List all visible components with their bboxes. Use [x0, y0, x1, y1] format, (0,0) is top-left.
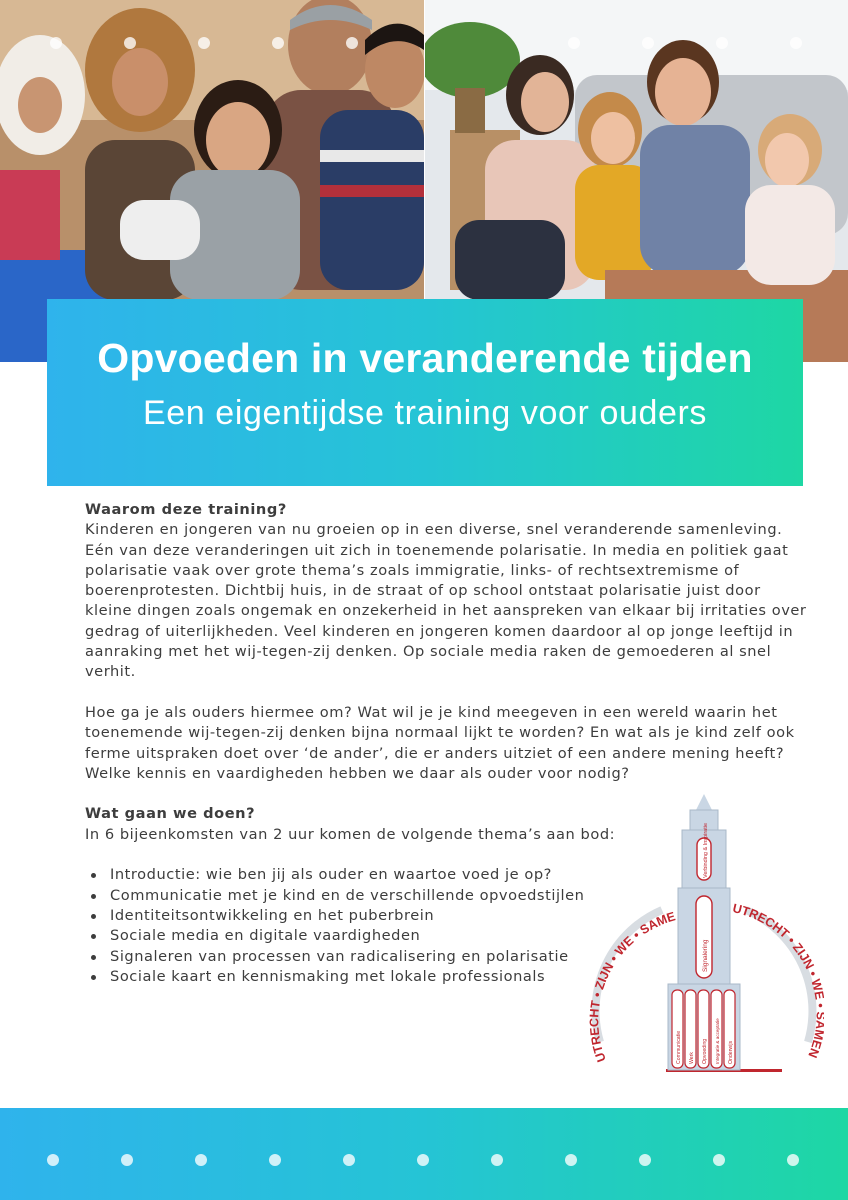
- logo-tower-label-column: Opvoeding: [702, 1038, 708, 1064]
- footer-band: [0, 1108, 848, 1200]
- footer-dots: [0, 1154, 848, 1174]
- decorative-dot: [568, 37, 580, 49]
- title-banner: [47, 299, 803, 486]
- decorative-dot: [124, 37, 136, 49]
- utrecht-zijn-we-samen-logo: [584, 792, 824, 1082]
- list-item: Identiteitsontwikkeling en het puberbrein: [85, 906, 810, 926]
- list-item: Sociale kaart en kennismaking met lokale professionals: [85, 967, 810, 987]
- logo-tower-label-top: Verbinding & Inspiratie: [703, 822, 709, 878]
- logo-tower-label-column: Integratie & acceptatie: [715, 1018, 720, 1064]
- decorative-dot: [343, 1154, 355, 1166]
- logo-tower-label-column: Communicatie: [676, 1030, 682, 1064]
- paragraph-why-2: Hoe ga je als ouders hiermee om? Wat wil je je kind meegeven in een wereld waarin het toenemende wij-tegen-zij denken bijna normaal lijkt te worden? En wat als je kind zelf ook ferme uitspraken doet over ‘de ander’, die er anders uitziet of een andere mening heeft? Welke kennis en vaardigheden hebben we daar als ouder voor nodig?: [85, 703, 795, 782]
- decorative-dot: [47, 1154, 59, 1166]
- logo-arc-text-left: UTRECHT • ZIJN • WE • SAME: [587, 909, 678, 1064]
- decorative-dot: [565, 1154, 577, 1166]
- section-heading-why: Waarom deze training?: [85, 501, 287, 518]
- decorative-dot: [198, 37, 210, 49]
- top-dots-left: [0, 37, 424, 57]
- logo-tower-label-middle: Signalering: [702, 939, 709, 972]
- logo-tower-label-column: Onderwijs: [728, 1040, 734, 1064]
- list-item: Signaleren van processen van radicalisering en polarisatie: [85, 947, 810, 967]
- decorative-dot: [790, 37, 802, 49]
- logo-arc-text-right: UTRECHT • ZIJN • W EN: [731, 901, 824, 1060]
- decorative-dot: [713, 1154, 725, 1166]
- decorative-dot: [346, 37, 358, 49]
- decorative-dot: [195, 1154, 207, 1166]
- decorative-dot: [272, 37, 284, 49]
- decorative-dot: [716, 37, 728, 49]
- page-title: Opvoeden in veranderende tijden: [97, 335, 753, 381]
- decorative-dot: [269, 1154, 281, 1166]
- decorative-dot: [491, 1154, 503, 1166]
- decorative-dot: [639, 1154, 651, 1166]
- top-dots-right: [425, 37, 848, 57]
- decorative-dot: [417, 1154, 429, 1166]
- decorative-dot: [121, 1154, 133, 1166]
- section-heading-what: Wat gaan we doen?: [85, 805, 256, 823]
- page-subtitle: Een eigentijdse training voor ouders: [142, 394, 708, 432]
- paragraph-why-1: Kinderen en jongeren van nu groeien op in een diverse, snel veranderende samenleving. Eén van deze veranderingen uit zich in toenemende polarisatie. In media en politiek gaat polarisatie vaak over grote thema’s zoals immigratie, links- of rechtsextremisme of boerenprotesten. Dichtbij huis, in de straat of op school ontstaat polarisatie juist door kleine dingen zoals ongemak en onzekerheid in het aanspreken van elkaar bij irritaties over gedrag of uiterlijkheden. Veel kinderen en jongeren komen daardoor al op jonge leeftijd in aanraking met het wij-tegen-zij denken. Op sociale media raken de gemoederen al snel verhit.: [85, 521, 807, 681]
- logo-tower-label-column: Werk: [689, 1051, 695, 1064]
- list-item: Introductie: wie ben jij als ouder en waartoe voed je op?: [85, 865, 810, 885]
- list-item: Sociale media en digitale vaardigheden: [85, 926, 810, 946]
- decorative-dot: [642, 37, 654, 49]
- paragraph-what-intro: In 6 bijeenkomsten van 2 uur komen de volgende thema’s aan bod:: [85, 825, 616, 843]
- decorative-dot: [50, 37, 62, 49]
- list-item: Communicatie met je kind en de verschillende opvoedstijlen: [85, 886, 810, 906]
- decorative-dot: [787, 1154, 799, 1166]
